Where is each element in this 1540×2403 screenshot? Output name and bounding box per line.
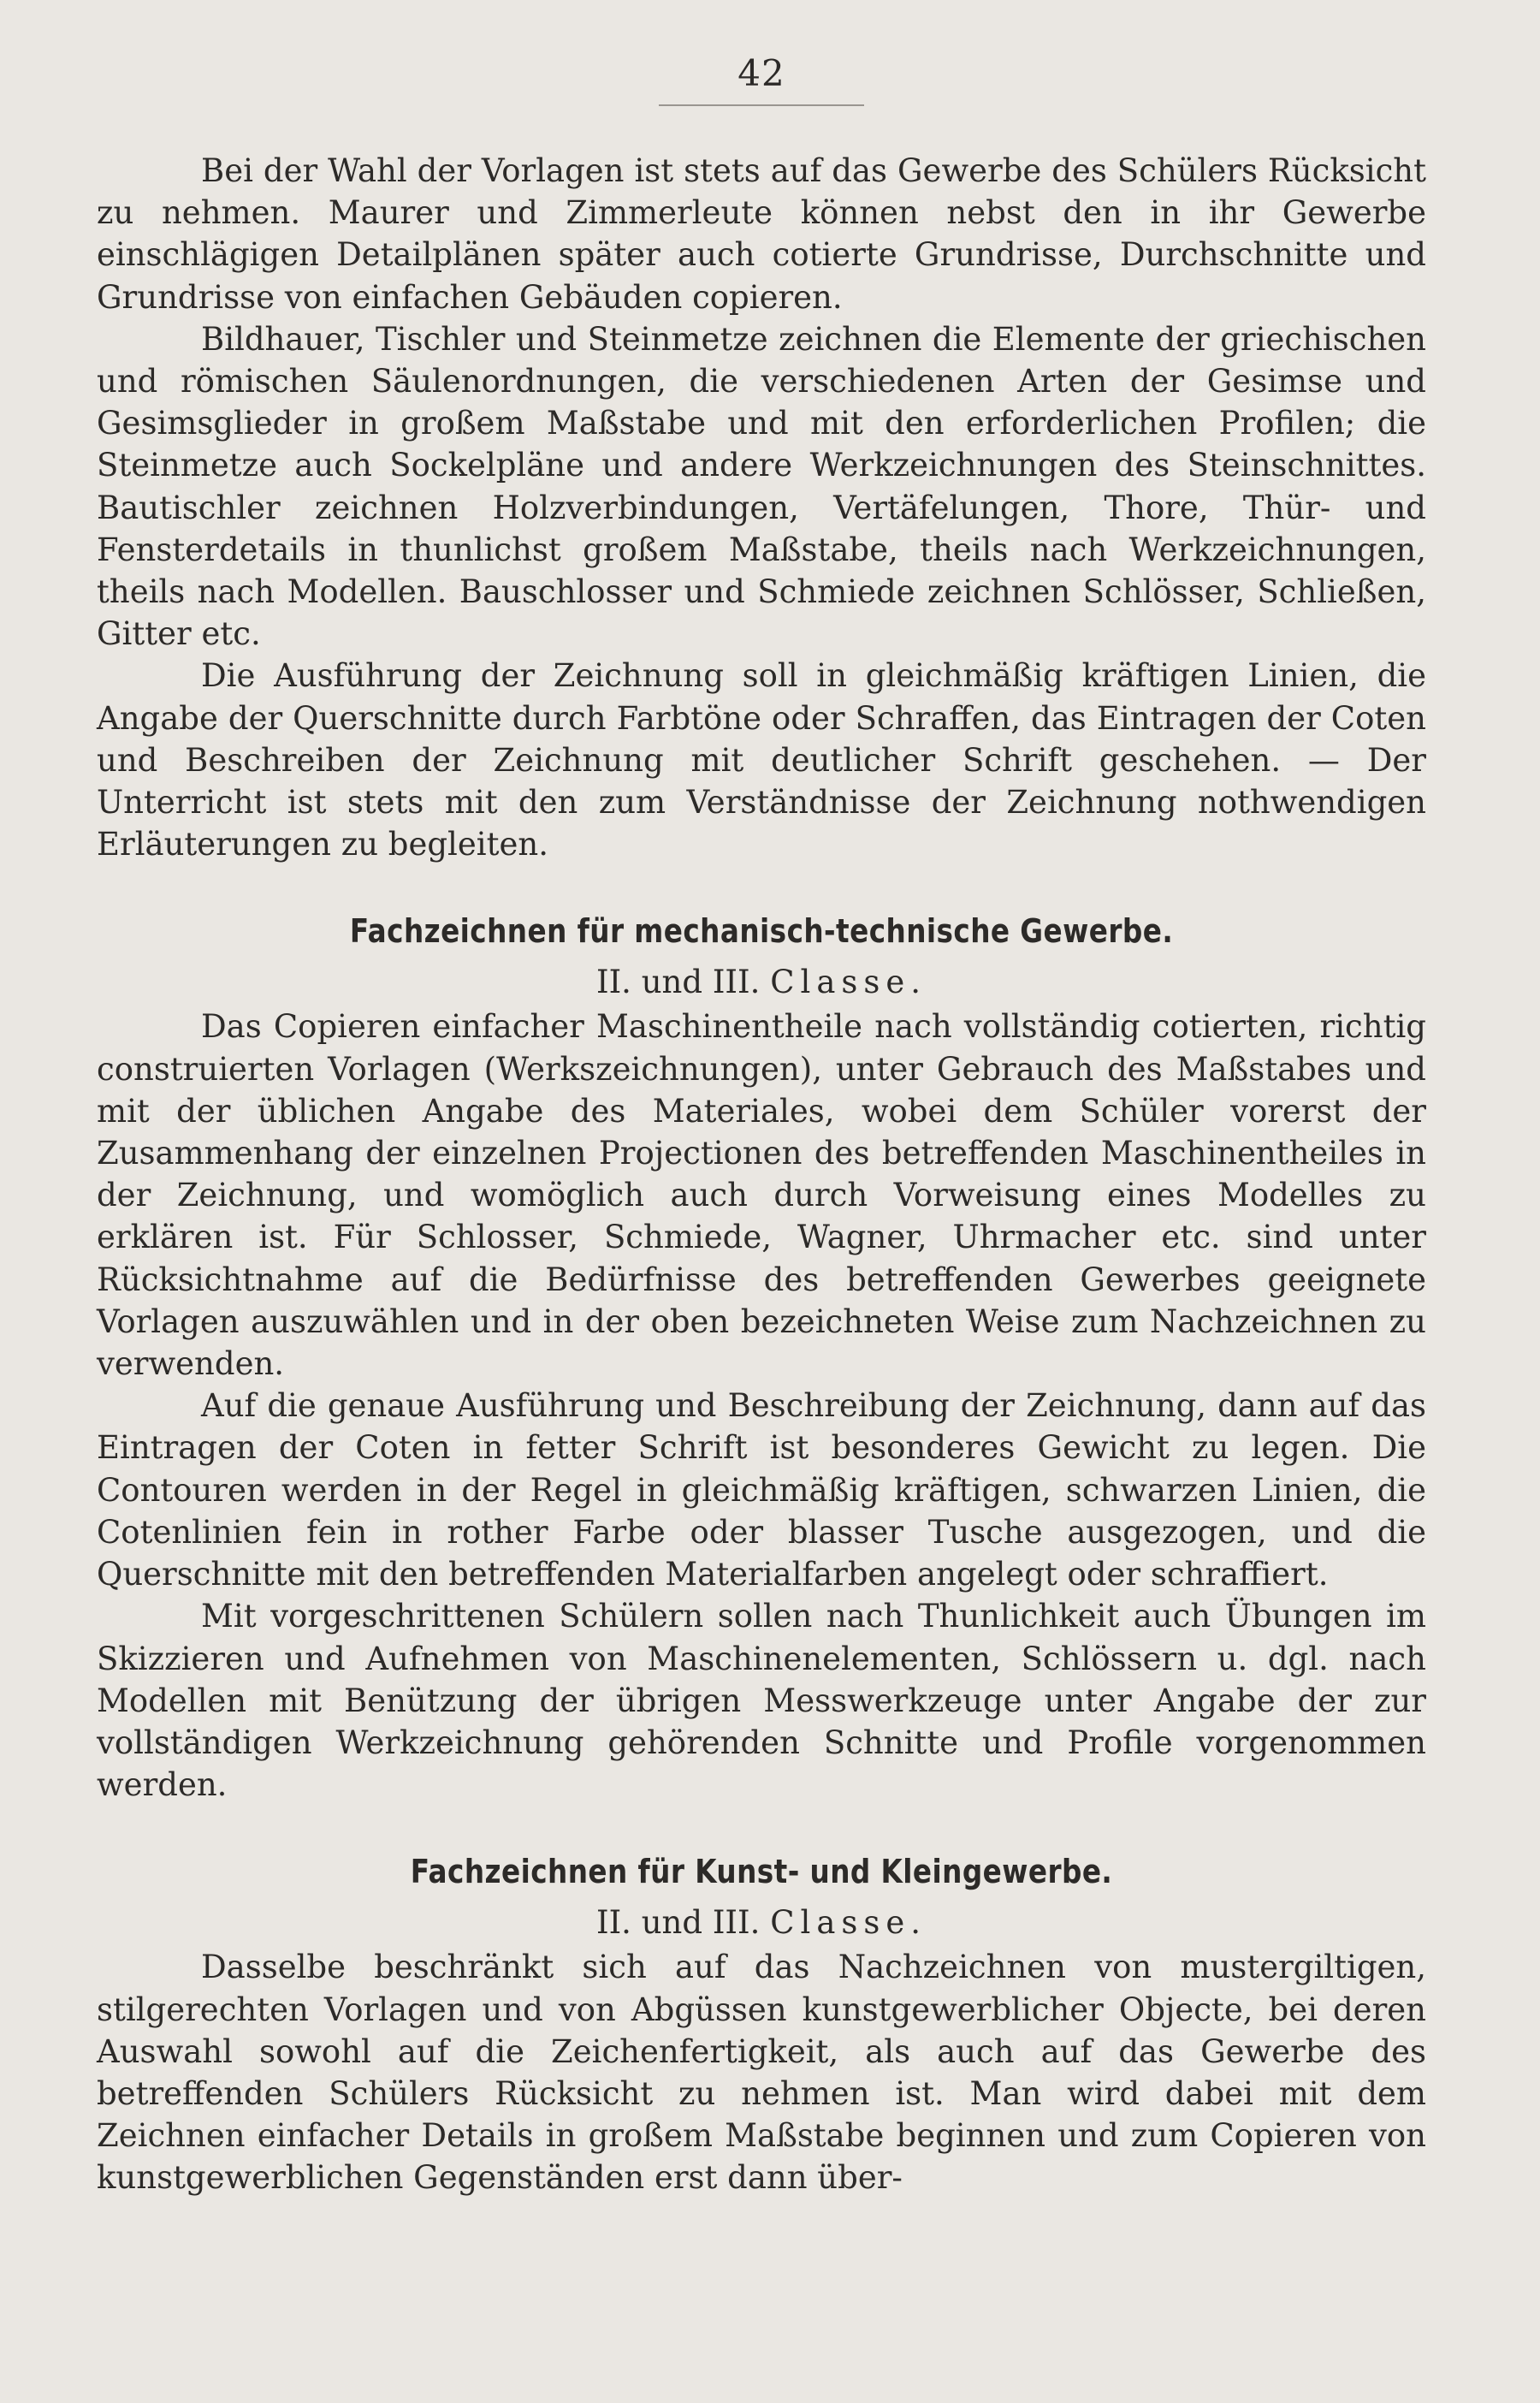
section-paragraph: Auf die genaue Ausführung und Beschreibung der Zeichnung, dann auf das Eintragen der Coten in fetter Schrift ist besonderes Gewicht zu legen. Die Contouren werden in der Regel in gleichmäßig kräftigen, schwarzen Linien, die Cotenlinien fein in rother Farbe oder blasser Tusche ausgezogen, und die Querschnitte mit den betreffenden Materialfarben angelegt oder schraffiert. <box>97 1387 1426 1593</box>
intro-paragraph: Die Ausführung der Zeichnung soll in gleichmäßig kräftigen Linien, die Angabe der Querschnitte durch Farbtöne oder Schraffen, das Eintragen der Coten und Beschreiben der Zeichnung mit deutlicher Schrift geschehen. — Der Unterricht ist stets mit den zum Verständnisse der Zeichnung nothwendigen Erläuterungen zu begleiten. <box>97 657 1426 863</box>
intro-paragraph: Bildhauer, Tischler und Steinmetze zeichnen die Elemente der griechischen und römischen Säulenordnungen, die verschiedenen Arten der Gesimse und Gesimsglieder in großem Maßstabe und mit den erforderlichen Profilen; die Steinmetze auch Sockelpläne und andere Werkzeichnungen des Steinschnittes. Bautischler zeichnen Holzverbindungen, Vertäfelungen, Thore, Thür- und Fensterdetails in thunlichst großem Maßstabe, theils nach Werkzeichnungen, theils nach Modellen. Bauschlosser und Schmiede zeichnen Schlösser, Schließen, Gitter etc. <box>97 320 1426 653</box>
section-paragraph: Mit vorgeschrittenen Schülern sollen nach Thunlichkeit auch Übungen im Skizzieren und Aufnehmen von Maschinenelementen, Schlössern u. dgl. nach Modellen mit Benützung der übrigen Messwerkzeuge unter Angabe der zur vollständigen Werkzeichnung gehörenden Schnitte und Profile vorgenommen werden. <box>97 1598 1426 1804</box>
class-word: Classe. <box>770 964 927 1001</box>
section-paragraph: Dasselbe beschränkt sich auf das Nachzeichnen von mustergiltigen, stilgerechten Vorlagen und von Abgüssen kunstgewerblicher Objecte, bei deren Auswahl sowohl auf die Zeichenfertigkeit, als auch auf das Gewerbe des betreffenden Schülers Rücksicht zu nehmen ist. Man wird dabei mit dem Zeichnen einfacher Details in großem Maßstabe beginnen und zum Copieren von kunstgewerblichen Gegenständen erst dann über- <box>97 1949 1426 2197</box>
class-prefix: II. und III. <box>595 1904 761 1942</box>
section-heading-mechanical: Fachzeichnen für mechanisch-technische Gewerbe. <box>349 912 1174 951</box>
class-word: Classe. <box>770 1904 927 1942</box>
class-subheading <box>97 961 1426 1004</box>
section-paragraph: Das Copieren einfacher Maschinentheile nach vollständig cotierten, richtig construierten Vorlagen (Werkszeichnungen), unter Gebrauch des Maßstabes und mit der üblichen Angabe des Materiales, wobei dem Schüler vorerst der Zusammenhang der einzelnen Projectionen des betreffenden Maschinentheiles in der Zeichnung, und womöglich auch durch Vorweisung eines Modelles zu erklären ist. Für Schlosser, Schmiede, Wagner, Uhrmacher etc. sind unter Rücksichtnahme auf die Bedürfnisse des betreffenden Gewerbes geeignete Vorlagen auszuwählen und in der oben bezeichneten Weise zum Nachzeichnen zu verwenden. <box>97 1008 1426 1383</box>
document-page <box>97 0 1426 2403</box>
page-number-rule <box>659 104 864 106</box>
page-number: 42 <box>737 52 785 94</box>
class-prefix: II. und III. <box>595 964 761 1001</box>
intro-paragraph: Bei der Wahl der Vorlagen ist stets auf das Gewerbe des Schülers Rücksicht zu nehmen. Maurer und Zimmerleute können nebst den in ihr Gewerbe einschlägigen Detailplänen später auch cotierte Grundrisse, Durchschnitte und Grundrisse von einfachen Gebäuden copieren. <box>97 152 1426 316</box>
class-subheading <box>97 1902 1426 1944</box>
section-heading-arts: Fachzeichnen für Kunst- und Kleingewerbe. <box>410 1853 1113 1891</box>
body-text <box>97 150 1426 2199</box>
